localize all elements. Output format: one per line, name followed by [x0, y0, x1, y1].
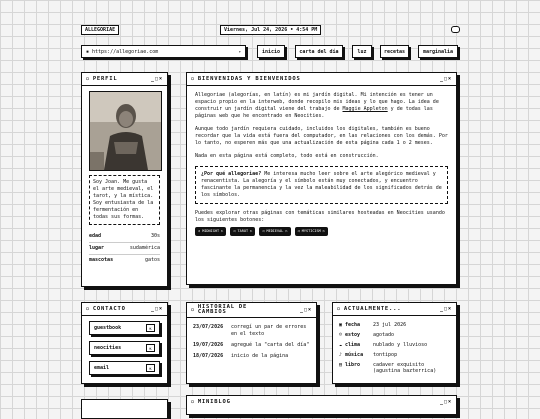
welcome-titlebar [187, 73, 456, 86]
window-controls[interactable]: _□× [150, 76, 163, 82]
cloud-icon: ☁ [339, 342, 343, 348]
music-icon: ♪ [339, 352, 343, 358]
mood-icon: ☺ [339, 332, 343, 338]
external-link-icon: ⇱ [146, 364, 155, 372]
webring-badges [195, 227, 448, 236]
history-row: 19/07/2026 agregué la "carta del día" [193, 342, 310, 348]
bottom-left-window [81, 399, 168, 419]
profile-fact-row: lugar sudamérica [89, 243, 160, 255]
url-text: https://allegoriae.com [92, 48, 159, 55]
why-callout: ¿Por qué allegoriae? Me interesa mucho leer sobre el arte alegórico medieval y renacentista. La alegoría y el símbolo están muy conectados, y encuentro fascinante la permanencia y la vez la maleabilidad de los significados detrás de los símbolos. [195, 166, 448, 204]
site-tag: ALLEGORIAE [81, 25, 119, 35]
now-row: ♪ música tontipop [339, 352, 398, 358]
datetime-display: Viernes, Jul 24, 2026 • 4:54 PM [220, 25, 321, 35]
contact-guestbook-button[interactable]: guestbook ⇱ [89, 321, 160, 335]
circle-icon: ○ [191, 76, 195, 82]
window-controls[interactable]: _□× [299, 306, 312, 313]
profile-fact-row: mascotas gatos [89, 257, 160, 263]
dropdown-caret-icon[interactable]: ▾ [238, 49, 241, 54]
contact-titlebar [82, 303, 167, 316]
window-controls[interactable]: _□× [150, 306, 163, 312]
welcome-paragraph: Aunque todo jardín requiera cuidado, incluidos los digitales, también es bueno recordar que la vida está fuera del computador, en las relaciones con los demás. Por lo tanto, no esperen más que una actualización de esta página cada 1 o 2 meses. [195, 126, 448, 146]
miniblog-window [186, 395, 457, 415]
webring-badge[interactable]: ◁ MYSTICISM ▷ [295, 227, 328, 236]
calendar-icon: ▣ [339, 322, 343, 328]
contact-window [81, 302, 168, 384]
external-link-icon: ⇱ [146, 324, 155, 332]
profile-fact-row: edad 30s [89, 231, 160, 243]
profile-photo [89, 91, 162, 171]
window-controls[interactable]: _□× [439, 76, 452, 82]
contact-title: CONTACTO [92, 306, 126, 312]
maggie-appleton-link[interactable]: Maggie Appleton [342, 106, 388, 112]
miniblog-title: MINIBLOG [197, 399, 231, 405]
circle-icon: ○ [337, 306, 341, 312]
history-title: HISTORIAL DE CAMBIOS [197, 304, 248, 315]
book-icon: ▤ [339, 362, 343, 368]
external-link-icon: ⇱ [146, 344, 155, 352]
nav-button-carta[interactable]: carta del día [295, 45, 343, 58]
welcome-title: BIENVENIDAS Y BIENVENIDOS [197, 76, 301, 82]
welcome-window [186, 72, 457, 285]
history-row: 23/07/2026 corregí un par de errores en el texto [193, 324, 307, 337]
circle-icon: ○ [191, 399, 195, 405]
now-title: ACTUALMENTE... [343, 306, 402, 312]
now-row: ☁ clima nublado y lluvioso [339, 342, 428, 348]
now-window [332, 302, 457, 384]
window-toggle-icon[interactable] [451, 26, 460, 33]
circle-icon: ○ [86, 306, 90, 312]
portrait-image [90, 92, 161, 170]
webring-badge[interactable]: ◁ TAROT ▷ [230, 227, 255, 236]
nav-button-recetas[interactable]: recetas [380, 45, 409, 58]
circle-icon: ○ [191, 306, 195, 313]
now-row: ▣ fecha 23 jul 2026 [339, 322, 407, 328]
contact-neocities-button[interactable]: neocities ⇱ [89, 341, 160, 355]
profile-window [81, 72, 168, 287]
nav-button-marginalia[interactable]: marginalia [418, 45, 458, 58]
now-titlebar [333, 303, 456, 316]
profile-titlebar [82, 73, 167, 86]
history-window [186, 302, 317, 384]
miniblog-titlebar [187, 396, 456, 408]
nav-button-luz[interactable]: luz [352, 45, 372, 58]
profile-bio: Soy Joan. Me gusta el arte medieval, el tarot, y la mística. Soy entusiasta de la fermentación en todas sus formas. [89, 175, 160, 225]
welcome-paragraph: Puedes explorar otras páginas con temáticas similares hosteadas en Neocities usando los siguientes botones: [195, 210, 445, 223]
now-row: ▤ libro cadaver exquisito (agustina bazterrica) [339, 362, 437, 374]
window-controls[interactable]: _□× [439, 306, 452, 312]
webring-badge[interactable]: ◁ MEDIEVAL ▷ [259, 227, 290, 236]
now-row: ☺ estoy agotado [339, 332, 395, 338]
webring-badge[interactable]: ◁ MIDNIGHT ▷ [195, 227, 226, 236]
lock-icon: ▪ [86, 48, 90, 55]
circle-icon: ○ [86, 76, 90, 82]
url-bar[interactable] [81, 45, 246, 58]
history-titlebar [187, 303, 316, 318]
contact-email-button[interactable]: email ⇱ [89, 361, 160, 375]
nav-button-inicio[interactable]: inicio [257, 45, 285, 58]
welcome-paragraph: Nada en esta página está completo, todo está en construcción. [195, 153, 379, 159]
window-controls[interactable]: _□× [439, 399, 452, 405]
welcome-paragraph: Allegoriae (alegorías, en latín) es mi jardín digital. Mi intención es tener un espacio propio en la interweb, donde recopilo mis ideas y lo que hago. La idea de construir un jardín digital viene del trabajo de Maggie Appleton y de todas las páginas web que he encontrado en Neocities. [195, 92, 439, 119]
profile-title: PERFIL [92, 76, 118, 82]
history-row: 18/07/2026 inicio de la página [193, 353, 289, 359]
